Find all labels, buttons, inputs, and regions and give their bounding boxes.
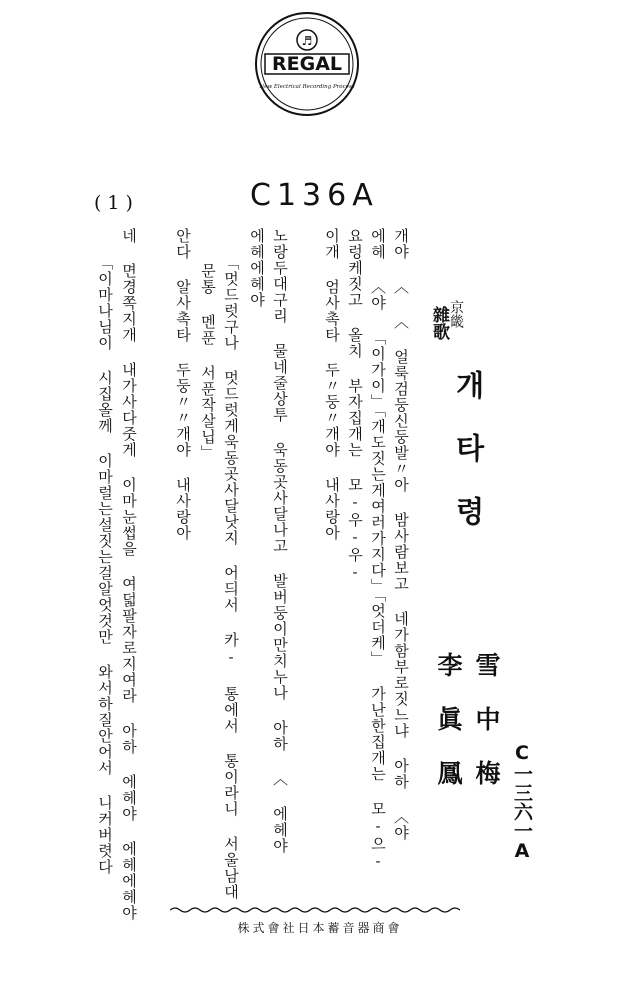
lyric-line-4: 이개 엄사촉타 두〃둥〃개야 내사랑아 bbox=[323, 228, 341, 541]
performer-1: 雪 中 梅 bbox=[472, 652, 501, 785]
lyric-line-11: 「이마나님이 시집올께 이마럴는설짓는걸알엇것만 와서하질안어서 니커버렷다 bbox=[96, 255, 114, 875]
performer-2: 李 眞 鳳 bbox=[434, 652, 463, 785]
footer-wavy-rule bbox=[170, 906, 460, 914]
publisher-footer: 株式會社日本蓄音器商會 bbox=[237, 921, 403, 935]
song-title: 개 타 령 bbox=[451, 370, 486, 525]
lyric-line-9: 안다 알사촉타 두둥〃〃개야 내사랑아 bbox=[174, 228, 192, 541]
regal-logo bbox=[253, 10, 361, 118]
svg-text:♬: ♬ bbox=[301, 34, 313, 48]
catalog-code: C136A bbox=[250, 178, 379, 213]
title-category-line1: 京畿 bbox=[448, 300, 464, 328]
lyric-line-2: 에헤 〈야 「이가이」「개도짓는게여러가지다」「엇더케」 가난한집개는 모-으- bbox=[369, 228, 387, 871]
lyric-line-5: 노랑두대구리 물네줄상투 욱동곳사달나고 발버둥이만치누나 아하 〈 에헤야 bbox=[271, 228, 289, 854]
lyric-line-1: 개야 〈 〈 얼룩검둥신둥발〃아 밤사람보고 네가함부로짓느냐 아하 〈야 bbox=[392, 228, 410, 841]
lyric-line-7: 「멋드럿구나 멋드럿게욱동곳사달낫지 어듸서 카- 통에서 통이라니 서울남대 bbox=[222, 255, 240, 900]
logo-tagline: New Electrical Recording Process bbox=[259, 84, 355, 90]
record-number: (1) bbox=[94, 192, 139, 214]
lyric-line-6: 에헤에헤야 bbox=[248, 228, 266, 308]
logo-brand: REGAL bbox=[271, 53, 343, 75]
title-category-line2: 雜歌 bbox=[429, 306, 449, 340]
lyric-line-3: 요렁케짓고 올치 부자집개는 모-우-우- bbox=[346, 228, 364, 582]
lyric-line-10: 네 면경쪽지개 내가사다줏게 이마눈썹을 여덟팔자로지여라 아하 에헤야 에헤에헤야 bbox=[120, 228, 138, 921]
lyric-line-8: 문통 멘푼 서푼작살닙」 bbox=[199, 263, 217, 461]
side-code: C一三六一A bbox=[511, 742, 533, 862]
